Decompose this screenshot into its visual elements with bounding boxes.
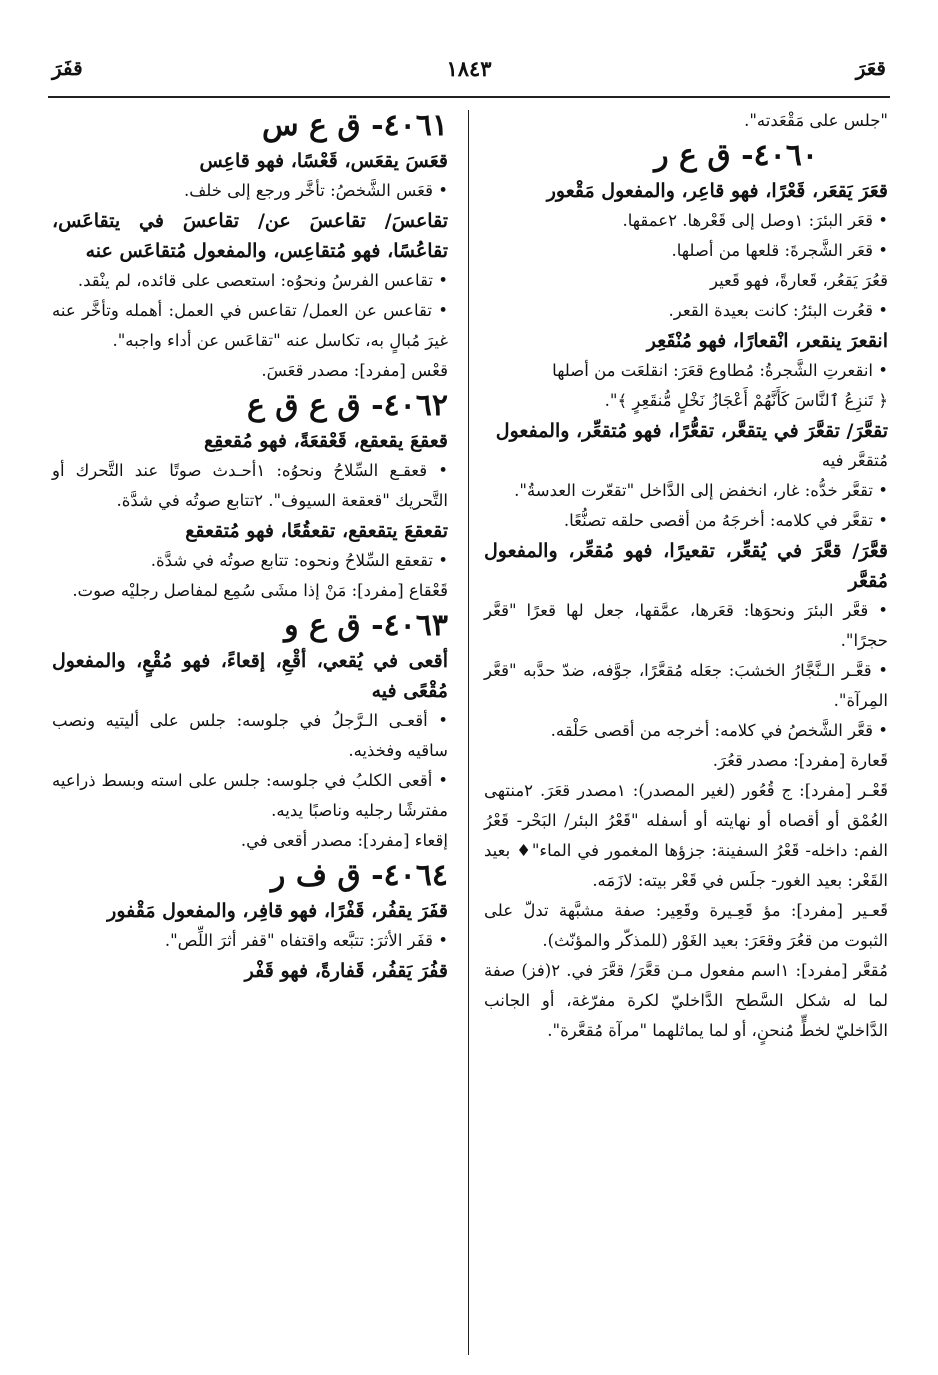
definition-line: • تقعَّر خدُّه: غار، انخفض إلى الدَّاخل "تقعّرت العدسةُ".: [514, 481, 888, 500]
verb-entry: قعَسَ يقعَس، قَعْسًا، فهو قاعِس: [199, 150, 448, 172]
verb-entry: أقعى في يُقعي، أقْعِ، إقعاءً، فهو مُقْعٍ، والمفعول مُقْعًى فيه: [52, 650, 448, 702]
right-column: [484, 106, 888, 1046]
definition-line: • قعُرت البئرُ: كانت بعيدة القعر.: [668, 301, 888, 320]
definition-line: قعُرَ يَقعُر، قَعارةً، فهو قَعير: [709, 271, 888, 290]
definition-line: مُتقعَّر فيه: [821, 451, 888, 470]
definition-line: مُقعَّر [مفرد]: ١اسم مفعول مـن قعَّرَ/ قعَّرَ في. ٢(فز) صفة لما له شكل السَّطح الدَّاخليّ لكرة مفرّغة، أو الجانب الدَّاخليّ لخطٍّ مُنحنٍ، أو لما يماثلهما "مرآة مُقعَّرة".: [484, 961, 888, 1040]
definition-line: • قعَر البئرَ: ١وصل إلى قَعْرها. ٢عمقها.: [622, 211, 888, 230]
root-heading: ٤٠٦٢- ق ع ق ع: [246, 388, 448, 423]
definition-line: "جلس على مَقْعَدته".: [744, 111, 888, 130]
running-head-left: قفَرَ: [52, 56, 83, 80]
verb-entry: قعَّرَ/ قعَّرَ في يُقعِّر، تقعيرًا، فهو مُقعِّر، والمفعول مُقعَّر: [484, 540, 888, 592]
definition-line: قعْس [مفرد]: مصدر قعَسَ.: [261, 361, 448, 380]
definition-line: • تقعَّر في كلامه: أخرجَهُ من أقصى حلقه تصنُّعًا.: [563, 511, 888, 530]
definition-line: • قعَس الشَّخصُ: تأخَّر ورجع إلى خلف.: [183, 181, 448, 200]
definition-line: • تقاعس عن العمل/ تقاعس في العمل: أهمله وتأخَّر عنه غيرَ مُبالٍ به، تكاسل عنه "تقاعَس عن أداء واجبه".: [52, 301, 448, 350]
definition-line: قَعـير [مفرد]: مؤ قَعِـيرة وقَعِير: صفة مشبَّهة تدلّ على الثبوت من قعُرَ وقعَرَ: بعيد الغَوْر (للمذكّر والمؤنّث).: [484, 901, 888, 950]
running-head-right: قعَرَ: [855, 56, 886, 80]
verb-entry: قعَرَ يَقعَر، قَعْرًا، فهو قاعِر، والمفعول مَقْعور: [546, 180, 888, 202]
verb-entry: قعقعَ يقعقع، قَعْقعَةً، فهو مُقعقِع: [203, 430, 448, 452]
root-heading: ٤٠٦٣- ق ع و: [284, 608, 448, 643]
definition-line: قَعارة [مفرد]: مصدر قعُرَ.: [712, 751, 888, 770]
root-heading: ٤٠٦٤- ق ف ر: [270, 858, 448, 893]
definition-line: قَعْـر [مفرد]: ج قُعُور (لغير المصدر): ١مصدر قعَرَ. ٢منتهى العُمْق أو أقصاه أو نهايته أو أسفله "قَعْرُ البئر/ البَحْر- قَعْرُ الفم: داخله- قَعْرُ السفينة: جزؤها المغمور في الماء"♦ بعيد القَعْر: بعيد الغور- جلَس في قَعْر بيته: لازَمَه.: [484, 781, 888, 890]
definition-line: • تقاعس الفرسُ ونحوُه: استعصى على قائده، لم ينْقد.: [77, 271, 448, 290]
left-column: [52, 106, 448, 986]
verb-entry: تقاعسَ/ تقاعسَ عن/ تقاعسَ في يتقاعَس، تقاعُسًا، فهو مُتقاعِس، والمفعول مُتقاعَس عنه: [52, 210, 448, 262]
verb-entry: انقعرَ ينقعر، انْقعارًا، فهو مُنْقَعِر: [646, 330, 888, 352]
column-divider: [468, 110, 469, 1355]
definition-line: • أقعـى الـرَّجلُ في جلوسه: جلس على أليتيه ونصب ساقيه وفخذيه.: [52, 711, 448, 760]
verb-entry: قفُرَ يَقفُر، قَفارةً، فهو قَفْر: [244, 960, 448, 982]
definition-line: • أقعى الكلبُ في جلوسه: جلس على استه وبسط ذراعيه مفترشًا رجليه وناصبًا يديه.: [52, 771, 448, 820]
verb-entry: قفَرَ يقفُر، قَفْرًا، فهو قافِر، والمفعول مَقْفور: [107, 900, 448, 922]
definition-line: • قعَّر الشَّخصُ في كلامه: أخرجه من أقصى حَلْقه.: [550, 721, 888, 740]
header-rule: [48, 96, 890, 98]
root-heading: ٤٠٦١- ق ع س: [261, 108, 448, 143]
definition-line: • قعَّر البئرَ ونحوَها: قعَرها، عمَّقها، جعل لها قعرًا "قعَّر حجرًا".: [484, 601, 888, 650]
verb-entry: تقعَّرَ/ تقعَّرَ في يتقعَّر، تقعُّرًا، فهو مُتقعِّر، والمفعول: [495, 420, 888, 442]
definition-line: • قفَر الأثرَ: تتبَّعه واقتفاه "قفر أثرَ اللِّص".: [164, 931, 448, 950]
root-heading: ٤٠٦٠- ق ع ر: [654, 138, 818, 173]
definition-line: • قعقـع السِّلاحُ ونحوُه: ١أحـدث صوتًا عند التَّحرك أو التَّحريك "قعقعة السيوف". ٢تتابع صوتُه في شدَّة.: [52, 461, 448, 510]
definition-line: • انقعرتِ الشَّجرةُ: مُطاوع قعَرَ: انقلعَت من أصلها: [552, 361, 888, 380]
definition-line: • تقعقع السِّلاحُ ونحوه: تتابع صوتُه في شدَّة.: [150, 551, 448, 570]
definition-line: • قعَّـر الـنَّجَّارُ الخشبَ: جعَله مُقعَّرًا، جوَّفه، ضدّ حدَّبه "قعَّر المِرآة".: [484, 661, 888, 710]
page-number: ١٨٤٣: [446, 56, 492, 81]
definition-line: قَعْقاع [مفرد]: مَنْ إذا مشَى سُمِع لمفاصل رجليْه صوت.: [72, 581, 448, 600]
definition-line: ﴿ تَنزِعُ ٱلنَّاسَ كَأَنَّهُمْ أَعْجَازُ نَخْلٍ مُّنقَعِرٍ ﴾".: [604, 391, 888, 410]
verb-entry: تقعقعَ يتقعقع، تقعقُعًا، فهو مُتقعقع: [185, 520, 448, 542]
definition-line: إقعاء [مفرد]: مصدر أقعى في.: [240, 831, 448, 850]
definition-line: • قعَر الشَّجرةَ: قلعها من أصلها.: [671, 241, 888, 260]
